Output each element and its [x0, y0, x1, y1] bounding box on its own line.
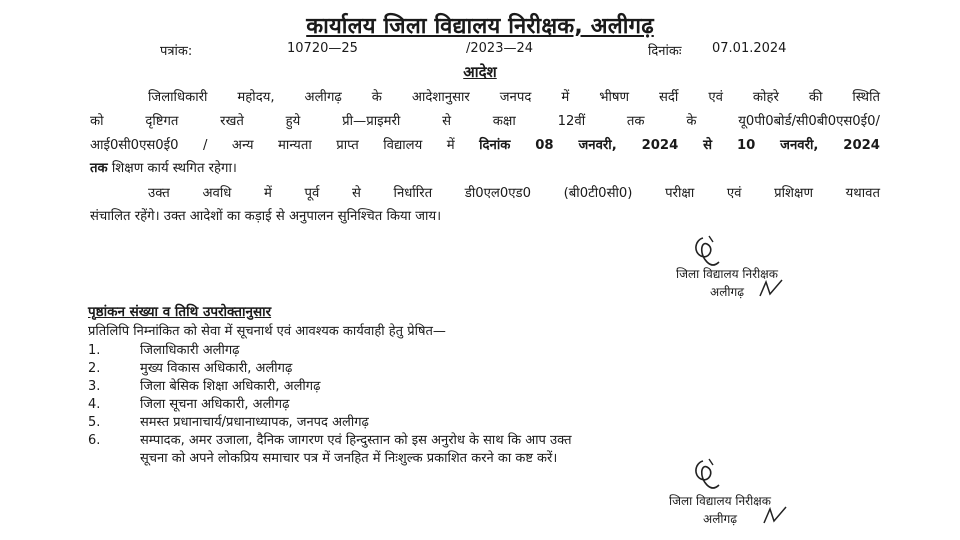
body-line-3-plain: आई0सी0एस0ई0 / अन्य मान्यता प्राप्त विद्यालय में	[90, 138, 455, 153]
body-line-6: संचालित रहेंगे। उक्त आदेशों का कड़ाई से अनुपालन सुनिश्चित किया जाय।	[90, 209, 442, 224]
recipient-number: 6.	[88, 433, 101, 448]
body-line-4-plain: शिक्षण कार्य स्थगित रहेगा।	[111, 161, 237, 176]
recipient-text: मुख्य विकास अधिकारी, अलीगढ़	[140, 361, 293, 376]
recipient-text: सम्पादक, अमर उजाला, दैनिक जागरण एवं हिन्दुस्तान को इस अनुरोध के साथ कि आप उक्त	[140, 433, 572, 448]
recipient-item	[88, 376, 320, 394]
body-line-5: उक्त अवधि में पूर्व से निर्धारित डी0एल0एड0 (बी0टी0सी0) परीक्षा एवं प्रशिक्षण यथावत	[148, 186, 880, 201]
signatory-designation: जिला विद्यालय निरीक्षक	[675, 267, 779, 281]
endorsement-heading: पृष्ठांकन संख्या व तिथि उपरोक्तानुसार	[88, 304, 272, 320]
issue-date: 07.01.2024	[712, 41, 787, 56]
signatory-designation: जिला विद्यालय निरीक्षक	[668, 494, 772, 508]
office-title: कार्यालय जिला विद्यालय निरीक्षक, अलीगढ़	[306, 14, 654, 39]
recipient-text: जिला बेसिक शिक्षा अधिकारी, अलीगढ़	[140, 379, 321, 394]
recipient-item	[88, 340, 239, 358]
recipient-number: 3.	[88, 379, 101, 394]
recipient-6-continuation: सूचना को अपने लोकप्रिय समाचार पत्र में जनहित में निःशुल्क प्रकाशित करने का कष्ट करें।	[140, 451, 558, 466]
recipient-item	[88, 430, 572, 448]
body-line-1: जिलाधिकारी महोदय, अलीगढ़ के आदेशानुसार जनपद में भीषण सर्दी एवं कोहरे की स्थिति	[148, 90, 880, 105]
recipient-number: 2.	[88, 361, 101, 376]
recipient-item	[88, 358, 292, 376]
recipient-number: 1.	[88, 343, 101, 358]
signature-mark	[685, 455, 755, 495]
recipient-number: 5.	[88, 415, 101, 430]
ref-year: /2023—24	[466, 41, 534, 56]
order-heading: आदेश	[463, 63, 497, 81]
recipient-text: समस्त प्रधानाचार्य/प्रधानाध्यापक, जनपद अलीगढ़	[140, 415, 369, 430]
ref-label: पत्रांक:	[160, 44, 193, 59]
date-label: दिनांकः	[648, 44, 682, 59]
signatory-place: अलीगढ़	[703, 512, 737, 526]
body-line-4-bold: तक	[90, 161, 108, 176]
recipient-number: 4.	[88, 397, 101, 412]
copy-intro: प्रतिलिपि निम्नांकित को सेवा में सूचनार्थ एवं आवश्यक कार्यवाही हेतु प्रेषित—	[88, 324, 446, 339]
holiday-dates: दिनांक 08 जनवरी, 2024 से 10 जनवरी, 2024	[479, 138, 880, 153]
signature-flourish	[758, 278, 788, 300]
body-line-3	[90, 135, 880, 153]
signature-flourish	[762, 505, 792, 527]
ref-number: 10720—25	[287, 41, 358, 56]
recipient-item	[88, 412, 369, 430]
recipient-item	[88, 394, 289, 412]
body-line-2: को दृष्टिगत रखते हुये प्री—प्राइमरी से कक्षा 12वीं तक के यू0पी0बोर्ड/सी0बी0एस0ई0/	[90, 114, 880, 129]
signatory-place: अलीगढ़	[710, 285, 744, 299]
body-line-4	[90, 158, 880, 176]
recipient-text: जिला सूचना अधिकारी, अलीगढ़	[140, 397, 290, 412]
recipient-text: जिलाधिकारी अलीगढ़	[140, 343, 240, 358]
